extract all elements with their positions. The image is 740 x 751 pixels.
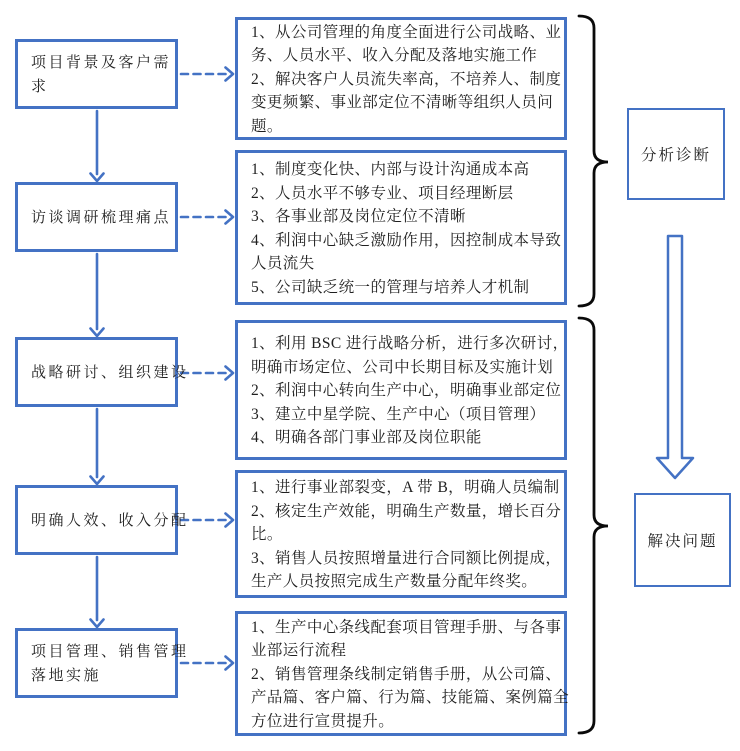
detail-text: 2、人员水平不够专业、项目经理断层 xyxy=(251,184,514,202)
detail-text: 题。 xyxy=(251,117,283,135)
flow-arrow-down-4 xyxy=(91,557,104,627)
detail-text: 2、解决客户人员流失率高，不培养人、制度 xyxy=(251,70,562,88)
detail-box-2 xyxy=(235,150,567,305)
detail-text: 生产人员按照完成生产数量分配年终奖。 xyxy=(251,573,538,591)
step-box-implementation xyxy=(15,628,189,698)
stage-label: 分析诊断 xyxy=(640,147,711,164)
detail-text: 2、核定生产效能，明确生产数量，增长百分 xyxy=(251,502,562,520)
detail-text: 4、明确各部门事业部及岗位职能 xyxy=(251,429,482,447)
detail-text: 1、利用 BSC 进行战略分析，进行多次研讨， xyxy=(251,335,569,353)
step-label: 明确人效、收入分配 xyxy=(31,513,189,529)
detail-text: 1、从公司管理的角度全面进行公司战略、业 xyxy=(251,23,562,41)
flow-arrow-down-1 xyxy=(91,111,104,181)
detail-text: 明确市场定位、公司中长期目标及实施计划 xyxy=(251,358,554,376)
detail-text: 3、建立中星学院、生产中心（项目管理） xyxy=(251,405,546,423)
detail-text: 5、公司缺乏统一的管理与培养人才机制 xyxy=(251,278,530,296)
detail-box-3 xyxy=(235,320,567,460)
detail-text: 方位进行宣贯提升。 xyxy=(251,712,395,730)
detail-box-4 xyxy=(235,470,567,598)
detail-text: 比。 xyxy=(251,526,283,544)
stage-box-solve-problems xyxy=(634,493,731,587)
detail-text: 1、进行事业部裂变，A 带 B，明确人员编制 xyxy=(251,479,560,497)
detail-text: 人员流失 xyxy=(251,255,315,272)
detail-box-5 xyxy=(235,611,570,736)
step-label: 求 xyxy=(31,79,49,95)
dashed-arrow-2 xyxy=(181,211,233,224)
step-label: 访谈调研梳理痛点 xyxy=(31,210,172,226)
step-label: 落地实施 xyxy=(31,668,102,684)
flow-arrow-down-2 xyxy=(91,254,104,336)
step-label: 项目管理、销售管理 xyxy=(31,644,189,660)
detail-text: 1、制度变化快、内部与设计沟通成本高 xyxy=(251,161,530,178)
detail-text: 产品篇、客户篇、行为篇、技能篇、案例篇全 xyxy=(251,689,570,707)
step-label: 战略研讨、组织建设 xyxy=(31,365,189,381)
step-box-project-background xyxy=(15,39,178,109)
detail-text: 2、销售管理条线制定销售手册，从公司篇、 xyxy=(251,665,562,683)
step-box-interview-research xyxy=(15,182,178,252)
detail-text: 3、销售人员按照增量进行合同额比例提成， xyxy=(251,549,562,567)
brace-solve-problems xyxy=(579,318,608,733)
flow-arrow-down-3 xyxy=(91,409,104,484)
brace-analysis-diagnosis xyxy=(579,16,608,306)
detail-text: 业部运行流程 xyxy=(251,642,347,660)
dashed-arrow-1 xyxy=(181,68,233,81)
stage-box-analysis-diagnosis xyxy=(627,108,725,200)
step-label: 项目背景及客户需 xyxy=(31,55,172,71)
step-box-strategy-organization xyxy=(15,337,189,407)
detail-text: 务、人员水平、收入分配及落地实施工作 xyxy=(251,47,538,65)
detail-text: 变更频繁、事业部定位不清晰等组织人员问 xyxy=(251,94,554,112)
detail-text: 4、利润中心缺乏激励作用，因控制成本导致 xyxy=(251,231,562,249)
detail-text: 2、利润中心转向生产中心，明确事业部定位 xyxy=(251,382,562,400)
stage-label: 解决问题 xyxy=(647,533,718,550)
double-down-arrow xyxy=(657,236,693,478)
detail-text: 1、生产中心条线配套项目管理手册、与各事 xyxy=(251,618,562,636)
step-box-efficiency-income xyxy=(15,485,189,555)
detail-box-1 xyxy=(235,17,567,140)
detail-text: 3、各事业部及岗位定位不清晰 xyxy=(251,208,466,225)
